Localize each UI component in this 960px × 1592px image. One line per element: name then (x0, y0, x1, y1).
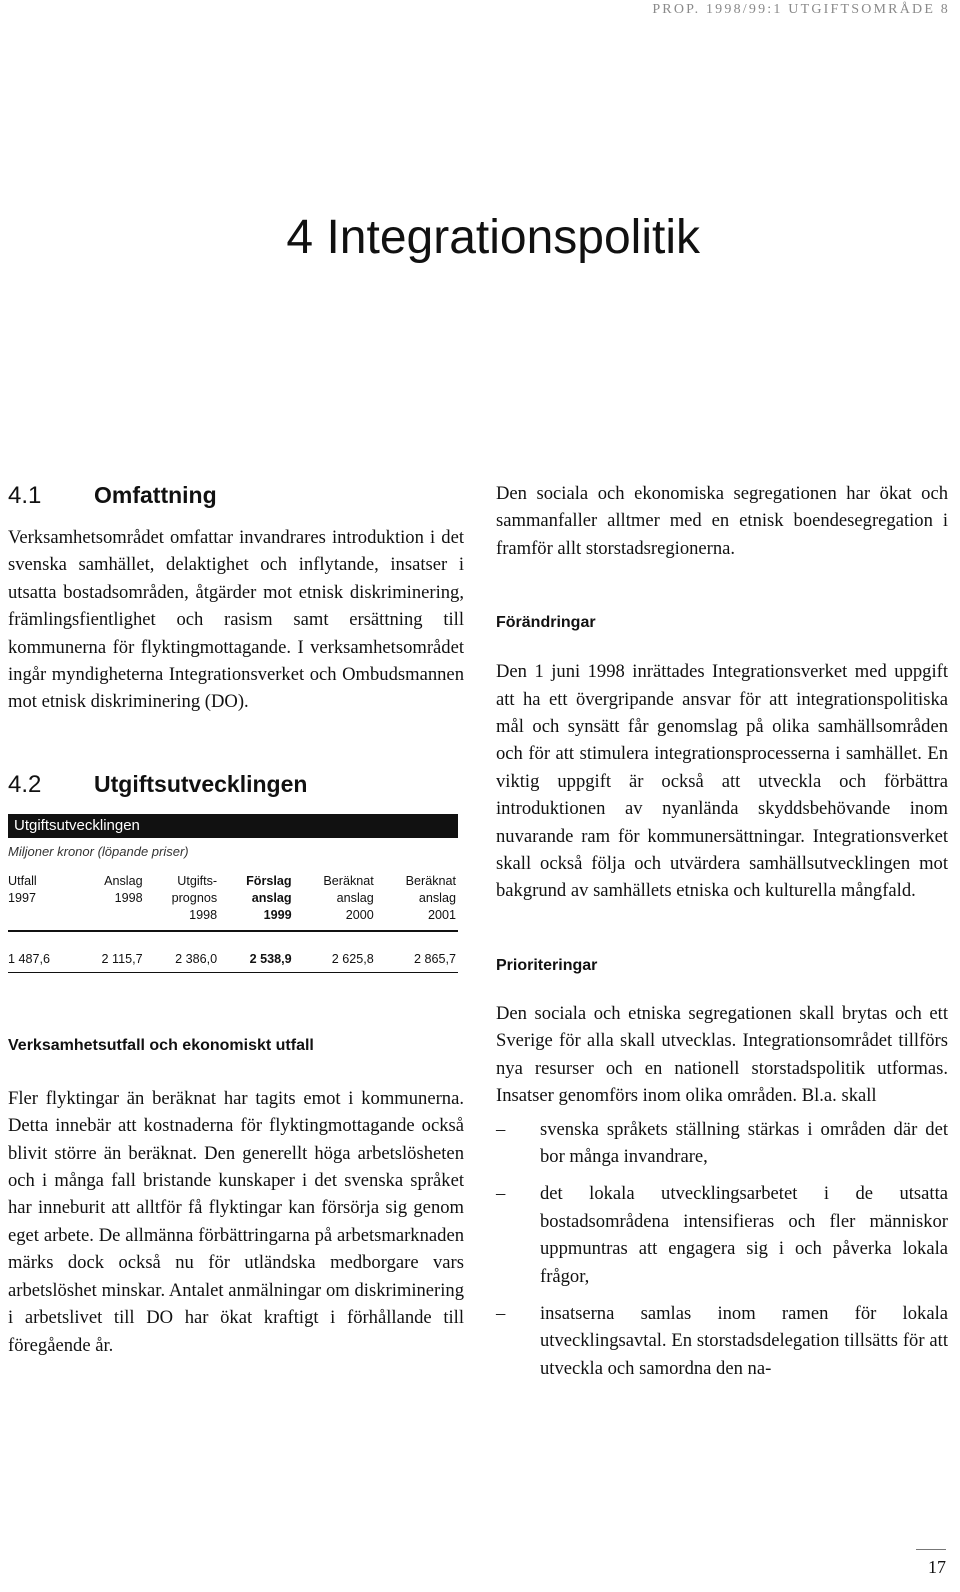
column-header-line (8, 907, 75, 924)
list-item-text: insatserna samlas inom ramen för lokala utvecklingsavtal. En storstadsdelegation tillsätts för att utveckla och samordna den na- (540, 1302, 948, 1379)
column-header-line: Förslag (246, 873, 292, 888)
table-caption: Utgiftsutvecklingen (8, 814, 458, 838)
table-column-header (77, 873, 145, 931)
column-header-line: 1997 (8, 890, 37, 905)
page-number-rule (916, 1549, 946, 1550)
segregation-paragraph: Den sociala och ekonomiska segregationen har ökat och sammanfaller alltmer med en etnisk boendesegregation i framför allt storstadsregionerna. (496, 483, 948, 559)
column-header-line: 1999 (263, 907, 292, 922)
table-cell: 2 538,9 (249, 951, 292, 966)
section-4-1-heading (8, 482, 464, 510)
section-number: 4.1 (8, 482, 42, 509)
table-cell: 2 625,8 (331, 951, 374, 966)
column-header-line: Utfall (8, 873, 37, 888)
column-header-line: Beräknat (323, 873, 374, 888)
dash-bullet: – (496, 1183, 506, 1205)
list-item (496, 1300, 948, 1382)
right-column (496, 480, 948, 1392)
column-header-line: 1998 (114, 890, 143, 905)
forandringar-heading: Förändringar (496, 614, 596, 632)
dash-bullet: – (496, 1118, 506, 1140)
left-column (8, 478, 464, 1359)
column-header-line: prognos (171, 890, 218, 905)
column-header-line: Beräknat (405, 873, 456, 888)
column-header-line: anslag (336, 890, 374, 905)
list-item-text: det lokala utvecklingsarbetet i de utsatta bostadsområdena intensifieras och fler människor uppmuntras att engagera sig i och påverka lokala frågor, (540, 1183, 948, 1287)
expenditure-table-box (8, 814, 458, 973)
table-header-row (8, 873, 458, 931)
column-header-line (77, 907, 143, 924)
table-cell: 2 386,0 (175, 951, 218, 966)
column-header-line: 1998 (189, 907, 218, 922)
prioriteringar-heading: Prioriteringar (496, 956, 598, 974)
table-column-header (376, 873, 458, 931)
section-4-1-body: Verksamhetsområdet omfattar invandrares introduktion i det svenska samhället, delaktighet och inflytande, insatser i utsatta bostadsområden, åtgärder mot etnisk diskriminering, främlingsfientlighet och rasism samt ersättning till kommunerna för flyktingmottagande. I verksamhetsområdet ingår myndigheterna Integrationsverket och Ombudsmannen mot etnisk diskriminering (DO). (8, 527, 464, 713)
column-header-line: Anslag (104, 873, 143, 888)
section-title: Utgiftsutvecklingen (94, 770, 308, 797)
section-4-2-heading (8, 771, 464, 799)
column-header-line: 2001 (427, 907, 456, 922)
expenditure-table (8, 873, 458, 973)
running-header: PROP. 1998/99:1 UTGIFTSOMRÅDE 8 (652, 2, 950, 17)
section-title: Omfattning (94, 482, 217, 508)
list-item (496, 1116, 948, 1171)
table-column-header (294, 873, 376, 931)
table-cell: 2 115,7 (101, 951, 143, 966)
section-number: 4.2 (8, 770, 42, 798)
section-utfall-body: Fler flyktingar än beräknat har tagits emot i kommunerna. Detta innebär att kostnaderna för flyktingmottagande också blivit större än beräknat. Den generellt höga arbetslösheten och i många fall bristande kunskaper i det svenska språket har inneburit att alltför få flyktingar kan försörja sig genom eget arbete. De allmänna förbättringarna på arbetsmarknaden märks dock också nu för utländska medborgare vars arbetslöshet minskar. Antalet anmälningar om diskriminering i arbetslivet till DO har ökat kraftigt i förhållande till föregående år. (8, 1087, 464, 1356)
chapter-title: 4 Integrationspolitik (286, 211, 700, 264)
list-item (496, 1180, 948, 1290)
table-cell: 2 865,7 (413, 951, 456, 966)
table-subcaption: Miljoner kronor (löpande priser) (8, 843, 189, 859)
table-row (8, 931, 458, 973)
page-number: 17 (928, 1557, 946, 1577)
column-header-line: anslag (251, 890, 292, 905)
table-column-header (8, 873, 77, 931)
column-header-line: anslag (418, 890, 456, 905)
priority-list (496, 1116, 948, 1383)
table-cell: 1 487,6 (8, 951, 51, 966)
dash-bullet: – (496, 1302, 506, 1324)
section-utfall-heading: Verksamhetsutfall och ekonomiskt utfall (8, 1036, 314, 1054)
table-column-header (145, 873, 220, 931)
column-header-line: 2000 (345, 907, 374, 922)
table-column-header (219, 873, 293, 931)
forandringar-body: Den 1 juni 1998 inrättades Integrationsverket med uppgift att ha ett övergripande ansvar för att integrationspolitiska mål och synsätt får genomslag på olika samhällsområden och för att stimulera integrationsprocesserna i samhället. En viktig uppgift är också att utveckla och förbättra introduktionen av nyanlända skyddsbehövande inom nuvarande ram för kommunersättningar. Integrationsverket skall också följa och utvärdera samhällsutvecklingen mot bakgrund av samhällets etniska och kulturella mångfald. (496, 661, 948, 902)
column-header-line: Utgifts- (177, 873, 218, 888)
list-item-text: svenska språkets ställning stärkas i områden där det bor många invandrare, (540, 1118, 948, 1167)
prioriteringar-body: Den sociala och etniska segregationen skall brytas och ett Sverige för alla skall utvecklas. Integrationsområdet tillförs nya resurser och en nationell storstadspolitik utformas. Insatser genomförs inom olika områden. Bl.a. skall (496, 1002, 948, 1107)
